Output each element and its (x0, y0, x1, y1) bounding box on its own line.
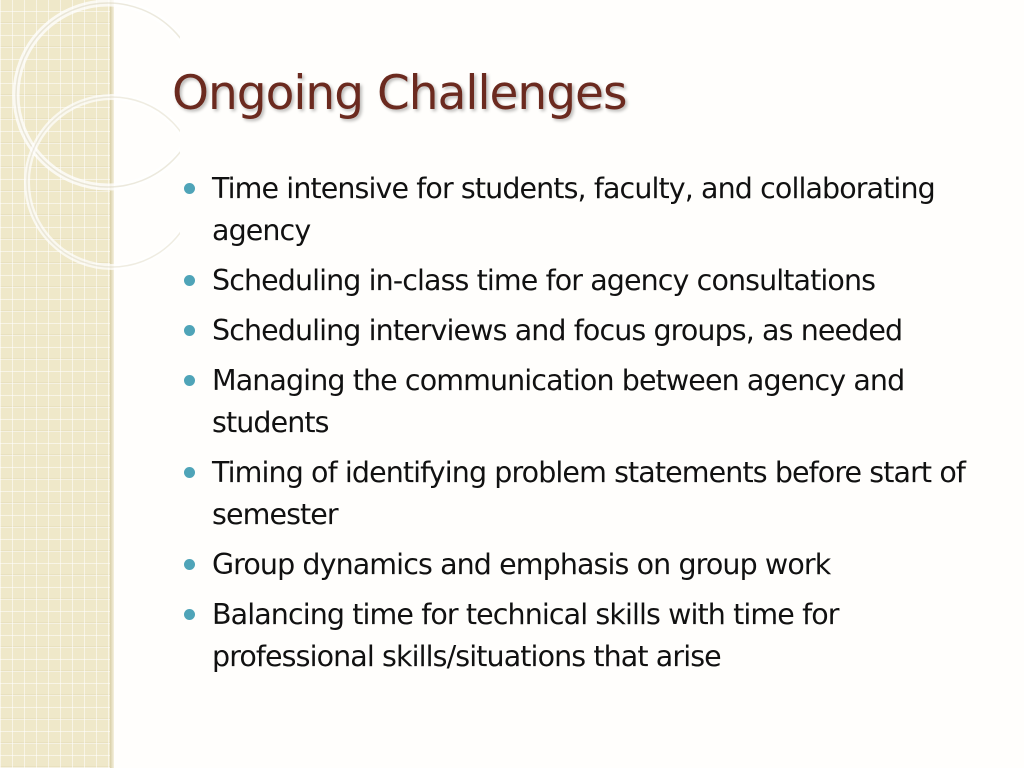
bullet-dot-icon (184, 375, 195, 386)
bullet-item (212, 168, 1002, 252)
bullet-item (212, 360, 1002, 444)
bullet-text: Balancing time for technical skills with time for professional skills/situations that arise (212, 598, 839, 673)
bullet-dot-icon (184, 609, 195, 620)
bullet-dot-icon (184, 325, 195, 336)
bullet-item (212, 310, 1002, 352)
bullet-text: Timing of identifying problem statements before start of semester (212, 456, 966, 531)
bullet-text: Scheduling interviews and focus groups, as needed (212, 314, 903, 347)
bullet-text: Managing the communication between agency and students (212, 364, 905, 439)
bullet-dot-icon (184, 275, 195, 286)
bullet-dot-icon (184, 183, 195, 194)
bullet-item (212, 594, 1002, 678)
bullet-list (212, 168, 1002, 686)
bullet-dot-icon (184, 467, 195, 478)
bullet-item (212, 260, 1002, 302)
slide-title: Ongoing Challenges (172, 66, 627, 121)
bullet-dot-icon (184, 559, 195, 570)
bullet-text: Time intensive for students, faculty, and collaborating agency (212, 172, 935, 247)
bullet-text: Scheduling in-class time for agency consultations (212, 264, 876, 297)
bullet-item (212, 544, 1002, 586)
side-panel-pattern (0, 0, 112, 768)
bullet-item (212, 452, 1002, 536)
bullet-text: Group dynamics and emphasis on group work (212, 548, 831, 581)
side-panel-edge (110, 0, 114, 768)
